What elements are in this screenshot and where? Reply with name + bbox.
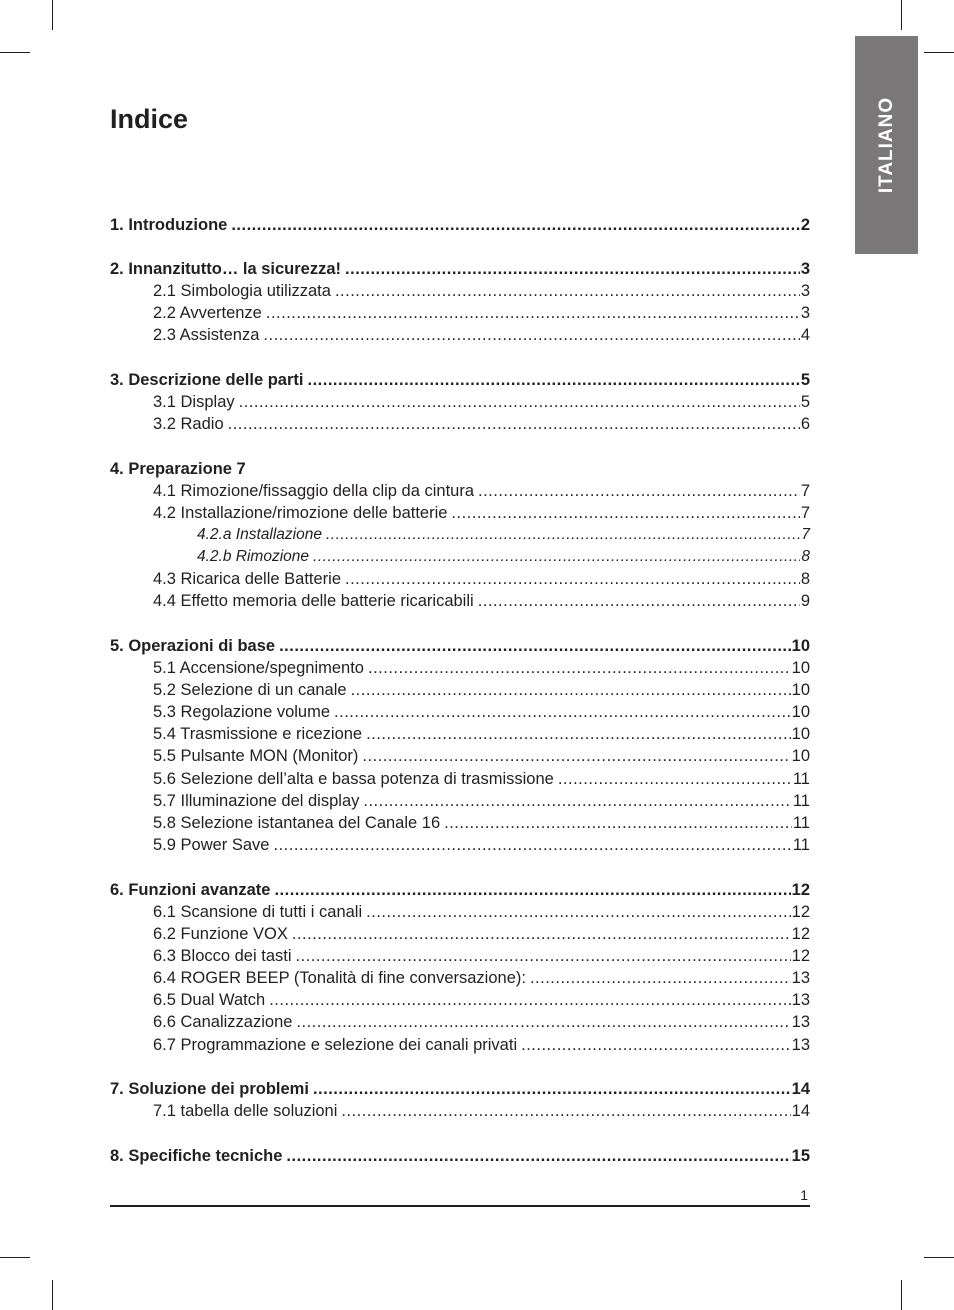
toc-entry [110, 1034, 810, 1056]
toc-entry [110, 480, 810, 502]
toc-leader-dots [296, 1011, 790, 1033]
toc-entry-label: 4.2 Installazione/rimozione delle batterie [153, 504, 448, 522]
toc-entry [110, 901, 810, 923]
toc-leader-dots [326, 524, 800, 546]
toc-leader-dots [521, 1034, 791, 1056]
toc-entry-label: 8. Specifiche tecniche [110, 1147, 283, 1165]
toc-entry-label: 5.3 Regolazione volume [153, 703, 331, 721]
toc-leader-dots [362, 745, 790, 767]
toc-entry-label: 6.2 Funzione VOX [153, 925, 288, 943]
toc-leader-dots [292, 923, 791, 945]
toc-entry-page: 11 [792, 836, 810, 854]
toc-entry [110, 524, 810, 546]
crop-mark [0, 1257, 30, 1258]
toc-entry-page: 15 [791, 1147, 810, 1165]
toc-leader-dots [231, 214, 799, 236]
toc-entry-page: 7 [800, 504, 810, 522]
toc-leader-dots [478, 590, 800, 612]
page-title: Indice [110, 104, 189, 134]
toc-entry-page: 13 [791, 969, 810, 987]
toc-entry [110, 945, 810, 967]
toc-entry [110, 834, 810, 856]
toc-entry-page: 14 [791, 1102, 810, 1120]
toc-entry [110, 502, 810, 524]
toc-entry [110, 745, 810, 767]
toc-leader-dots [478, 480, 800, 502]
crop-mark [924, 52, 954, 53]
toc-entry-page: 13 [791, 1013, 810, 1031]
toc-entry [110, 812, 810, 834]
footer-rule [110, 1205, 810, 1207]
toc-entry-page: 10 [791, 637, 810, 655]
toc-entry [110, 1100, 810, 1122]
toc-entry-label: 5.1 Accensione/spegnimento [153, 659, 364, 677]
toc-leader-dots [335, 280, 800, 302]
toc-entry-page: 3 [800, 282, 810, 300]
toc-entry [110, 768, 810, 790]
toc-leader-dots [274, 879, 790, 901]
crop-mark [901, 1280, 902, 1310]
toc-leader-dots [308, 369, 800, 391]
toc-entry-label: 5.9 Power Save [153, 836, 270, 854]
toc-entry-label: 2.2 Avvertenze [153, 304, 262, 322]
toc-entry-label: 6. Funzioni avanzate [110, 881, 271, 899]
toc-entry-page: 5 [800, 393, 810, 411]
toc-entry-label: 6.4 ROGER BEEP (Tonalità di fine conversazione): [153, 969, 526, 987]
toc-entry-page: 14 [791, 1080, 810, 1098]
toc-entry-label: 2.1 Simbologia utilizzata [153, 282, 331, 300]
toc-leader-dots [363, 790, 791, 812]
toc-leader-dots [558, 768, 792, 790]
toc-entry-label: 4.4 Effetto memoria delle batterie ricaricabili [153, 592, 474, 610]
toc-leader-dots [366, 723, 791, 745]
toc-entry-label: 4.1 Rimozione/fissaggio della clip da cintura [153, 482, 475, 500]
toc-leader-dots [341, 1100, 790, 1122]
crop-mark [52, 1280, 53, 1310]
toc-entry [110, 568, 810, 590]
toc-leader-dots [239, 391, 800, 413]
toc-leader-dots [286, 1145, 790, 1167]
toc-entry-page: 3 [800, 260, 810, 278]
toc-entry [110, 590, 810, 612]
toc-entry [110, 1078, 810, 1100]
toc-entry-page: 11 [792, 814, 810, 832]
toc-leader-dots [351, 679, 791, 701]
toc-entry-page: 12 [791, 947, 810, 965]
crop-mark [924, 1257, 954, 1258]
toc-entry-label: 5.2 Selezione di un canale [153, 681, 347, 699]
toc-entry-page: 12 [791, 903, 810, 921]
toc-entry-page: 8 [801, 548, 810, 565]
toc-entry-label: 3. Descrizione delle parti [110, 371, 304, 389]
toc-entry-page: 10 [791, 703, 810, 721]
toc-leader-dots [266, 302, 800, 324]
toc-entry-page: 10 [791, 659, 810, 677]
toc-leader-dots [451, 502, 799, 524]
toc-entry-page: 3 [800, 304, 810, 322]
toc-entry-page: 11 [792, 770, 810, 788]
toc-leader-dots [263, 324, 799, 346]
toc-entry-label: 7. Soluzione dei problemi [110, 1080, 309, 1098]
toc-leader-dots [269, 989, 790, 1011]
toc-entry-page: 6 [800, 415, 810, 433]
toc-entry [110, 391, 810, 413]
toc-entry-label: 3.2 Radio [153, 415, 224, 433]
toc-entry-label: 2.3 Assistenza [153, 326, 260, 344]
toc-entry-label: 4.2.b Rimozione [197, 548, 310, 565]
toc-leader-dots [345, 258, 800, 280]
toc-entry-label: 7.1 tabella delle soluzioni [153, 1102, 338, 1120]
toc-entry-page: 2 [800, 216, 810, 234]
crop-mark [901, 0, 902, 30]
crop-mark [52, 0, 53, 30]
toc-entry-label: 6.1 Scansione di tutti i canali [153, 903, 363, 921]
toc-entry [110, 214, 810, 236]
toc-entry [110, 1145, 810, 1167]
toc-entry-page: 8 [800, 570, 810, 588]
toc-entry-page: 10 [791, 725, 810, 743]
toc-entry-label: 5. Operazioni di base [110, 637, 276, 655]
toc-entry-label: 3.1 Display [153, 393, 235, 411]
toc-leader-dots [530, 967, 791, 989]
toc-leader-dots [368, 657, 791, 679]
toc-entry-page: 13 [791, 991, 810, 1009]
toc-entry [110, 701, 810, 723]
toc-entry-page: 4 [800, 326, 810, 344]
toc-entry-label: 4.2.a Installazione [197, 526, 322, 543]
toc-entry [110, 324, 810, 346]
toc-entry [110, 923, 810, 945]
toc-entry [110, 635, 810, 657]
crop-mark [0, 52, 30, 53]
toc-entry [110, 546, 810, 568]
toc-entry-label: 1. Introduzione [110, 216, 228, 234]
toc-entry-label: 5.7 Illuminazione del display [153, 792, 360, 810]
toc-entry [110, 679, 810, 701]
toc-leader-dots [444, 812, 792, 834]
toc-entry [110, 258, 810, 280]
language-tab-label: ITALIANO [875, 96, 897, 194]
toc-entry-page: 7 [800, 482, 810, 500]
toc-entry-label: 6.7 Programmazione e selezione dei canali privati [153, 1036, 518, 1054]
toc-entry [110, 790, 810, 812]
toc-entry-page: 7 [801, 526, 810, 543]
toc-entry [110, 369, 810, 391]
toc-leader-dots [313, 546, 800, 568]
toc-entry-label: 5.6 Selezione dell’alta e bassa potenza di trasmissione [153, 770, 554, 788]
toc-entry-label: 5.4 Trasmissione e ricezione [153, 725, 363, 743]
toc-entry [110, 879, 810, 901]
toc-leader-dots [228, 413, 800, 435]
toc-entry-page: 9 [800, 592, 810, 610]
toc-entry-page: 10 [791, 747, 810, 765]
toc-entry [110, 657, 810, 679]
toc-leader-dots [366, 901, 791, 923]
page-number: 1 [800, 1187, 808, 1203]
toc-entry-label: 6.6 Canalizzazione [153, 1013, 293, 1031]
toc-entry-page: 11 [792, 792, 810, 810]
toc-entry [110, 723, 810, 745]
toc-leader-dots [279, 635, 791, 657]
toc-leader-dots [334, 701, 791, 723]
toc-entry-label: 6.3 Blocco dei tasti [153, 947, 292, 965]
toc-entry-page: 5 [800, 371, 810, 389]
language-tab [855, 36, 918, 254]
toc-entry-page: 10 [791, 681, 810, 699]
toc-entry-label: 6.5 Dual Watch [153, 991, 266, 1009]
toc-entry [110, 458, 810, 480]
toc-entry [110, 302, 810, 324]
toc-leader-dots [313, 1078, 791, 1100]
toc-entry [110, 1011, 810, 1033]
toc-entry [110, 967, 810, 989]
toc-entry-label: 4. Preparazione 7 [110, 460, 246, 478]
toc-entry-page: 13 [791, 1036, 810, 1054]
toc-entry-label: 2. Innanzitutto… la sicurezza! [110, 260, 342, 278]
toc-entry-label: 5.5 Pulsante MON (Monitor) [153, 747, 359, 765]
toc-entry [110, 989, 810, 1011]
toc-entry-label: 4.3 Ricarica delle Batterie [153, 570, 342, 588]
toc-entry-page: 12 [791, 925, 810, 943]
toc-entry [110, 280, 810, 302]
toc-leader-dots [296, 945, 791, 967]
toc-entry-label: 5.8 Selezione istantanea del Canale 16 [153, 814, 441, 832]
toc-entry-page: 12 [791, 881, 810, 899]
toc-leader-dots [273, 834, 791, 856]
toc-leader-dots [345, 568, 800, 590]
toc-entry [110, 413, 810, 435]
